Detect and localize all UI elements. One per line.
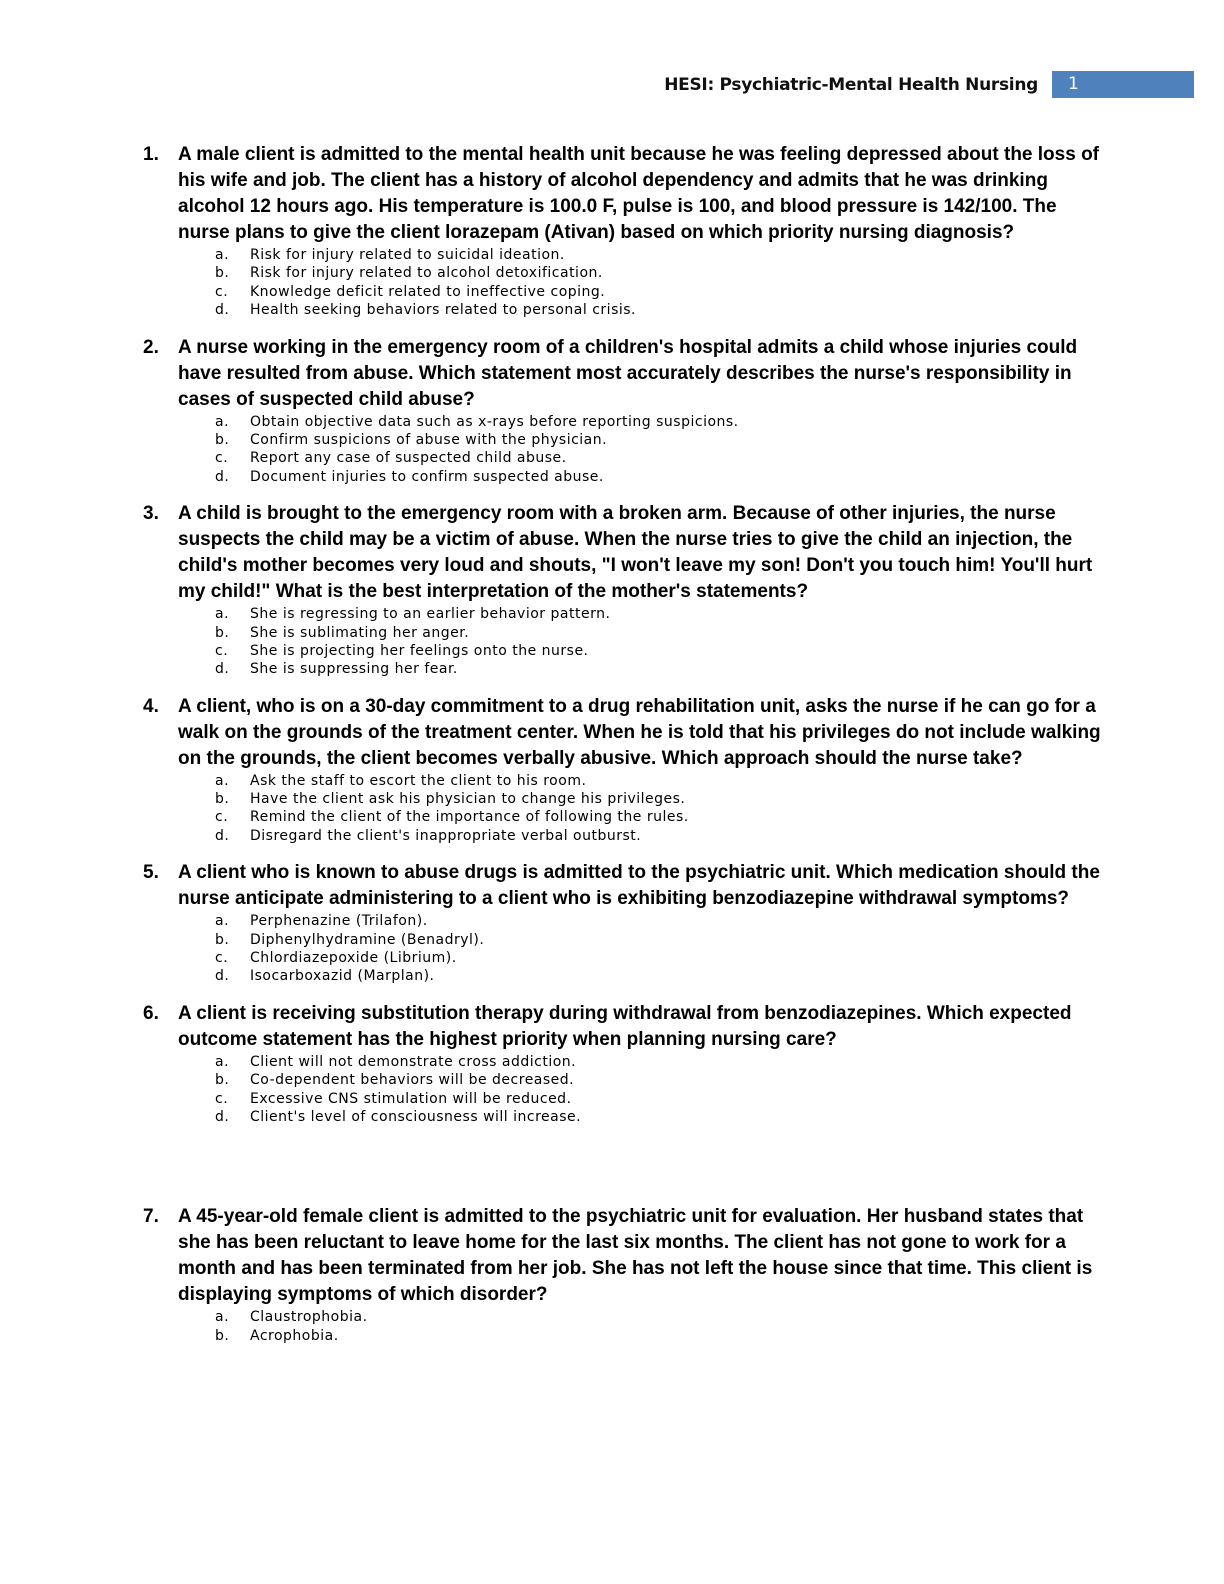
question-number: 2. [143,336,159,358]
option-letter: c. [215,809,229,826]
option-c [0,1090,1224,1108]
option-text: Risk for injury related to alcohol detoxification. [250,265,603,282]
option-text: She is regressing to an earlier behavior pattern. [250,606,611,623]
option-c [0,283,1224,301]
question-5 [0,860,1224,986]
option-letter: d. [215,968,230,985]
option-text: Confirm suspicions of abuse with the physician. [250,431,608,448]
option-text: Report any case of suspected child abuse. [250,450,567,467]
option-c [0,642,1224,660]
option-a [0,1308,1224,1326]
question-stem: A client, who is on a 30-day commitment to a drug rehabilitation unit, asks the nurse if he can go for a walk on the grounds of the treatment center. When he is told that his privileges do not include walking on the grounds, the client becomes verbally abusive. Which approach should the nurse take? [178,695,1101,769]
question-stem: A client is receiving substitution therapy during withdrawal from benzodiazepines. Which expected outcome statement has the highest priority when planning nursing care? [178,1002,1072,1050]
option-letter: d. [215,827,230,844]
option-letter: c. [215,642,229,659]
question-number: 4. [143,695,159,717]
option-letter: a. [215,1053,230,1070]
question-4 [0,694,1224,846]
option-b [0,790,1224,808]
option-list [0,1308,1224,1345]
question-6 [0,1001,1224,1127]
question-3 [0,501,1224,679]
option-a [0,605,1224,623]
page-header [0,71,1224,99]
question-number: 3. [143,503,159,525]
option-c [0,808,1224,826]
option-list [0,772,1224,846]
option-letter: b. [215,431,230,448]
option-letter: d. [215,468,230,485]
blank-space [0,1141,1224,1204]
option-text: She is sublimating her anger. [250,624,470,641]
option-text: Client's level of consciousness will increase. [250,1108,582,1125]
option-letter: b. [215,265,230,282]
option-text: Acrophobia. [250,1327,339,1344]
option-text: Diphenylhydramine (Benadryl). [250,931,485,948]
option-letter: a. [215,913,230,930]
option-text: She is projecting her feelings onto the nurse. [250,642,589,659]
question-1 [0,142,1224,320]
page-number-badge [1052,71,1194,98]
option-c [0,949,1224,967]
option-list [0,413,1224,487]
question-stem: A 45-year-old female client is admitted to the psychiatric unit for evaluation. Her husband states that she has been reluctant to leave home for the last six months. The client has not gone to work for a month and has been terminated from her job. She has not left the house since that time. This client is displaying symptoms of which disorder? [178,1206,1093,1306]
question-list [0,142,1224,1360]
option-b [0,1071,1224,1089]
option-d [0,967,1224,985]
option-text: Disregard the client's inappropriate verbal outburst. [250,827,642,844]
option-text: Isocarboxazid (Marplan). [250,968,435,985]
question-number: 5. [143,862,159,884]
option-text: Excessive CNS stimulation will be reduced. [250,1090,572,1107]
option-c [0,449,1224,467]
option-text: Claustrophobia. [250,1309,368,1326]
option-text: Ask the staff to escort the client to his room. [250,772,587,789]
option-text: Remind the client of the importance of following the rules. [250,809,689,826]
option-text: Have the client ask his physician to change his privileges. [250,791,686,808]
option-letter: c. [215,283,229,300]
option-letter: b. [215,931,230,948]
question-7 [0,1204,1224,1345]
option-letter: b. [215,624,230,641]
option-text: Document injuries to confirm suspected abuse. [250,468,604,485]
option-d [0,1108,1224,1126]
option-text: Co-dependent behaviors will be decreased. [250,1072,575,1089]
question-2 [0,335,1224,487]
question-stem: A child is brought to the emergency room with a broken arm. Because of other injuries, the nurse suspects the child may be a victim of abuse. When the nurse tries to give the child an injection, the child's mother becomes very loud and shouts, "I won't leave my son! Don't you touch him! You'll hurt my child!" What is the best interpretation of the mother's statements? [178,503,1093,603]
option-letter: a. [215,772,230,789]
option-b [0,1327,1224,1345]
option-letter: d. [215,302,230,319]
page-number: 1 [1068,74,1079,94]
option-letter: a. [215,1309,230,1326]
option-letter: c. [215,950,229,967]
question-stem: A male client is admitted to the mental health unit because he was feeling depressed about the loss of his wife and job. The client has a history of alcohol dependency and admits that he was drinking alcohol 12 hours ago. His temperature is 100.0 F, pulse is 100, and blood pressure is 142/100. The nurse plans to give the client lorazepam (Ativan) based on which priority nursing diagnosis? [178,144,1099,243]
option-letter: a. [215,606,230,623]
option-d [0,301,1224,319]
option-text: She is suppressing her fear. [250,661,458,678]
option-letter: c. [215,450,229,467]
option-list [0,605,1224,679]
option-text: Knowledge deficit related to ineffective coping. [250,283,606,300]
question-number: 6. [143,1002,159,1024]
option-d [0,660,1224,678]
option-letter: c. [215,1090,229,1107]
option-text: Obtain objective data such as x-rays before reporting suspicions. [250,413,739,430]
option-b [0,931,1224,949]
option-list [0,246,1224,320]
option-a [0,1053,1224,1071]
option-letter: b. [215,1327,230,1344]
option-list [0,1053,1224,1127]
option-d [0,468,1224,486]
question-stem: A client who is known to abuse drugs is admitted to the psychiatric unit. Which medication should the nurse anticipate administering to a client who is exhibiting benzodiazepine withdrawal symptoms? [178,862,1100,910]
option-a [0,912,1224,930]
option-b [0,431,1224,449]
question-stem: A nurse working in the emergency room of a children's hospital admits a child whose injuries could have resulted from abuse. Which statement most accurately describes the nurse's responsibility in cases of suspected child abuse? [178,336,1078,410]
option-letter: a. [215,413,230,430]
option-b [0,264,1224,282]
option-text: Chlordiazepoxide (Librium). [250,950,457,967]
option-b [0,624,1224,642]
option-text: Perphenazine (Trilafon). [250,913,428,930]
option-letter: d. [215,661,230,678]
option-d [0,827,1224,845]
document-title: HESI: Psychiatric-Mental Health Nursing [664,75,1038,95]
option-letter: a. [215,247,230,263]
option-text: Health seeking behaviors related to personal crisis. [250,302,636,319]
option-text: Client will not demonstrate cross addiction. [250,1053,577,1070]
question-number: 7. [143,1206,159,1228]
option-letter: d. [215,1108,230,1125]
question-number: 1. [143,144,159,165]
option-list [0,912,1224,986]
option-a [0,246,1224,264]
option-a [0,413,1224,431]
option-letter: b. [215,791,230,808]
option-text: Risk for injury related to suicidal ideation. [250,247,565,263]
option-letter: b. [215,1072,230,1089]
option-a [0,772,1224,790]
